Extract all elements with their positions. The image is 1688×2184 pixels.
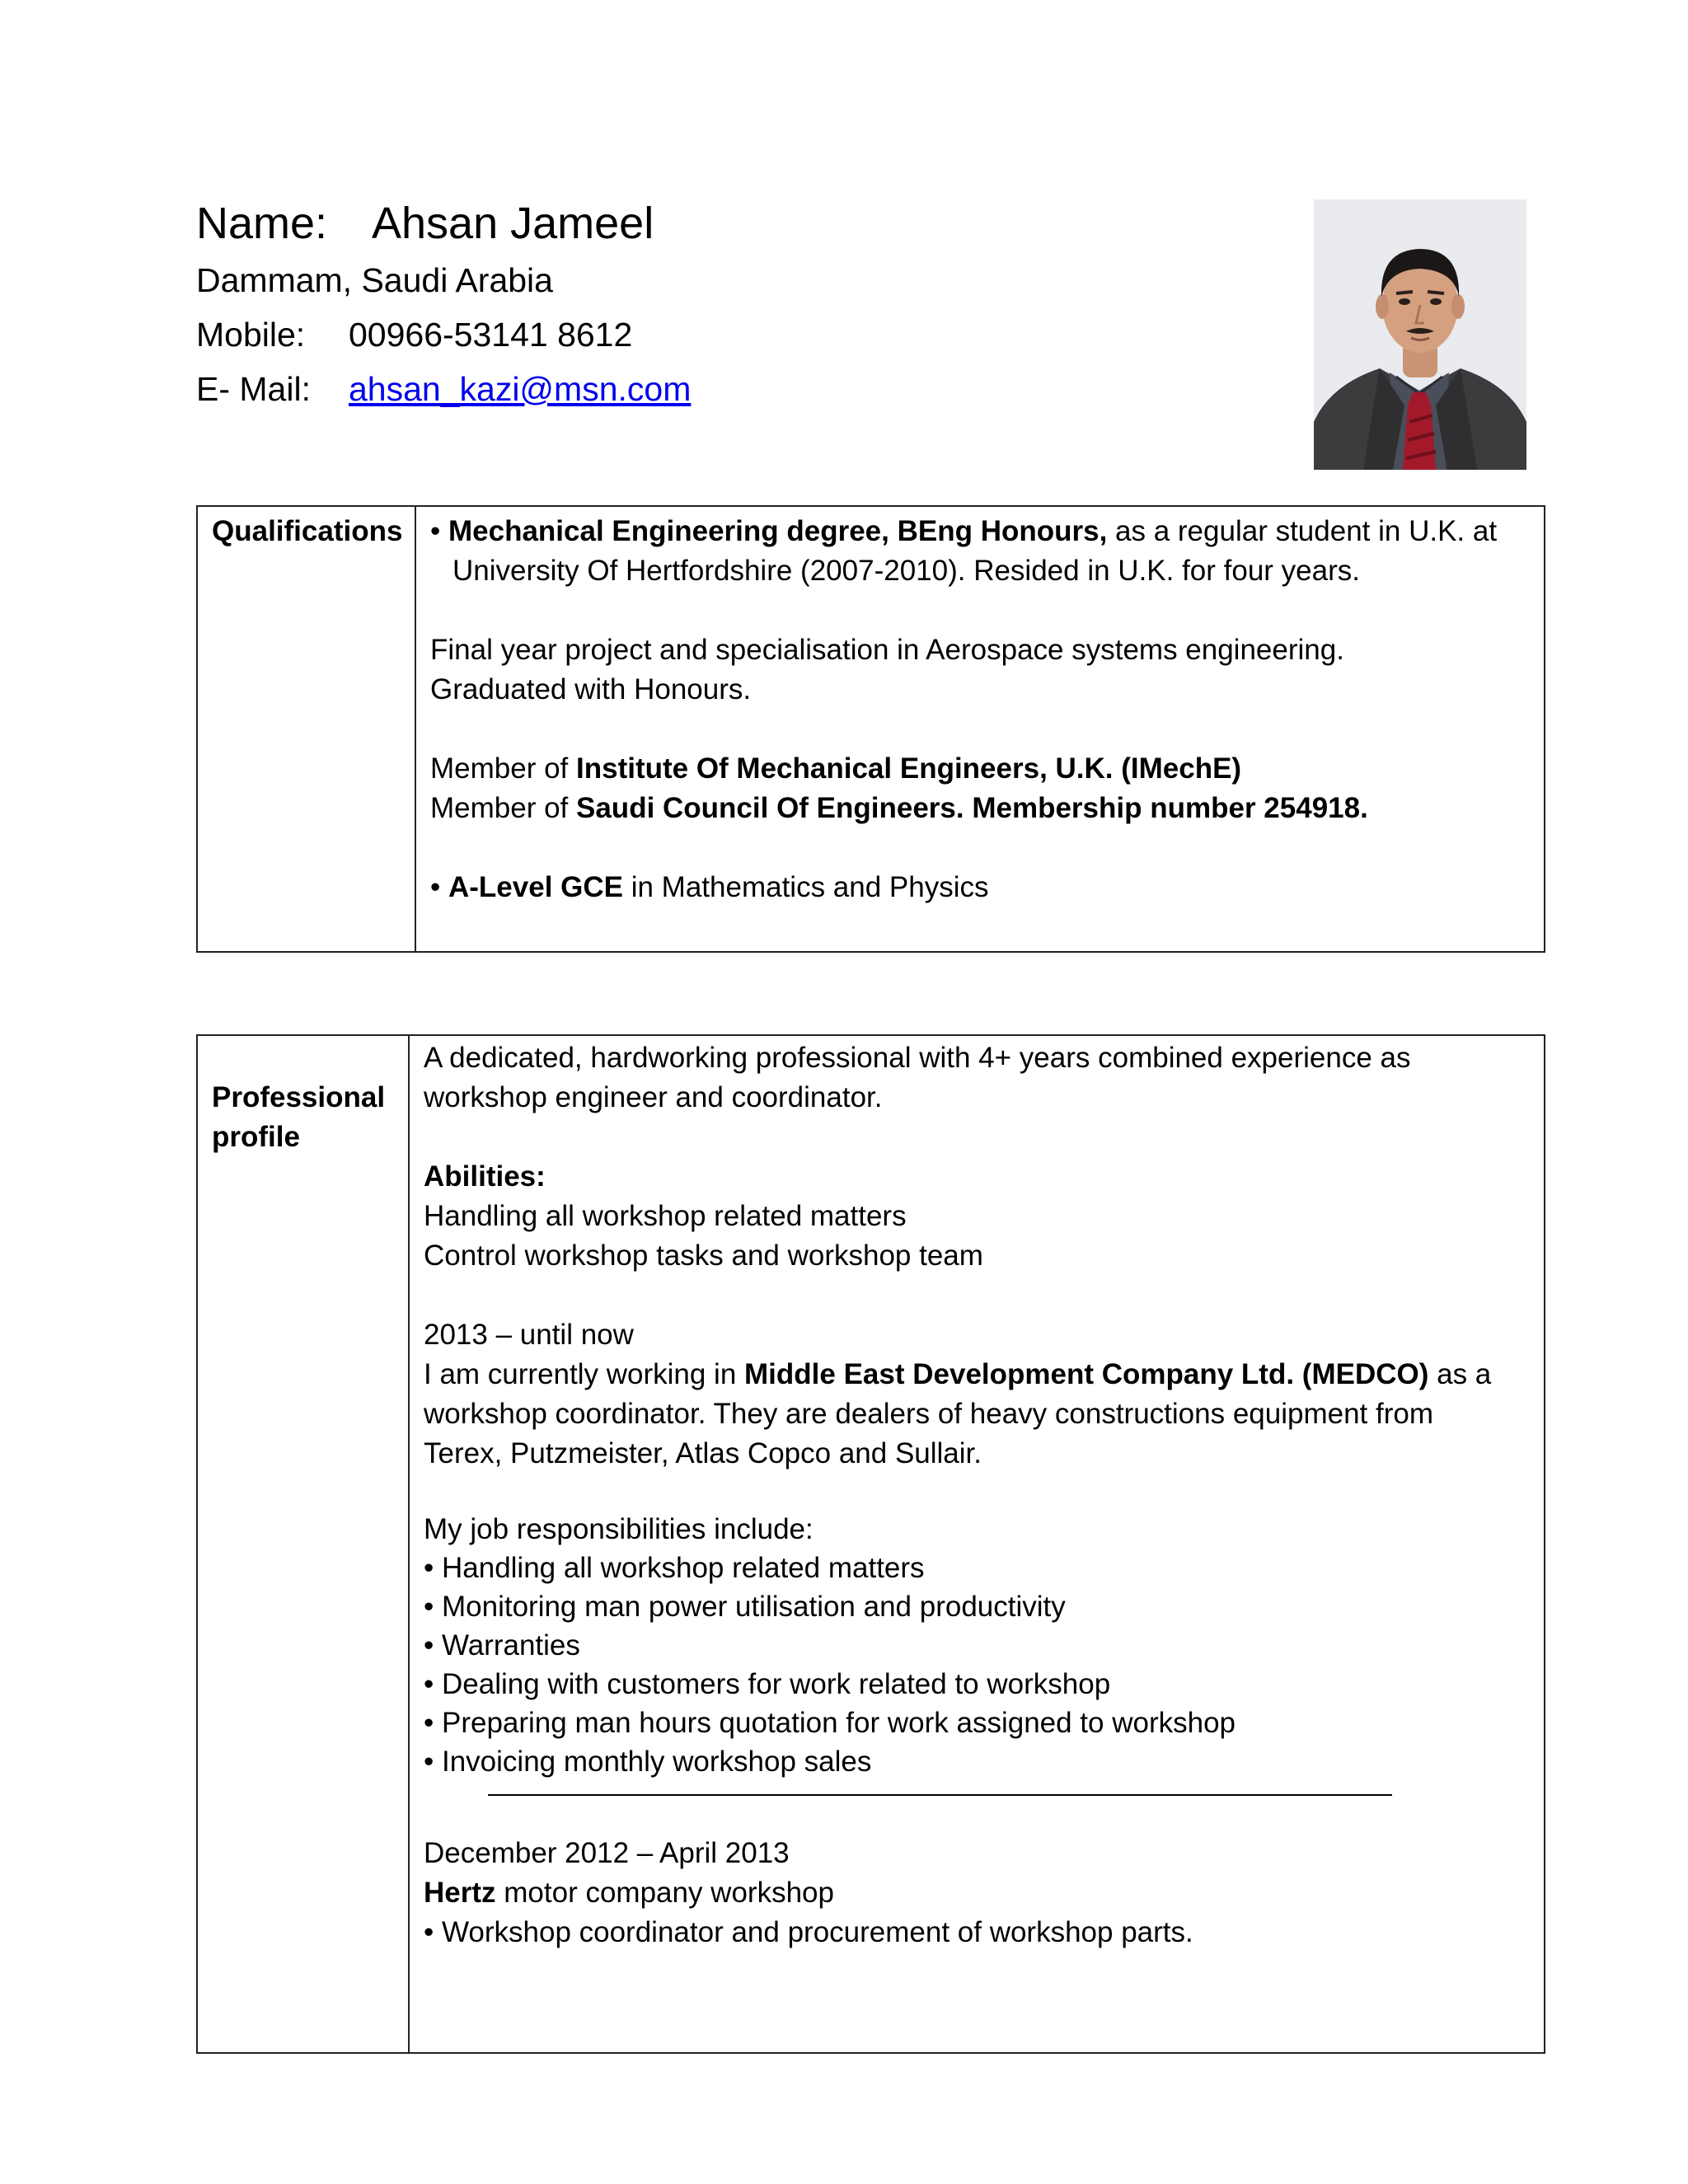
job2-bullet: • Workshop coordinator and procurement of workshop parts. — [424, 1916, 1193, 1948]
member-sce-name: Saudi Council Of Engineers. Membership number 254918. — [576, 792, 1368, 824]
name-value: Ahsan Jameel — [372, 199, 654, 248]
mobile-line — [196, 307, 1268, 362]
email-line — [196, 362, 1268, 416]
degree-title: Mechanical Engineering degree, BEng Honours, — [448, 515, 1108, 547]
responsibility-text: Preparing man hours quotation for work assigned to workshop — [441, 1707, 1236, 1739]
email-label: E- Mail: — [196, 370, 311, 408]
degree-detail: as a regular student in U.K. at — [1107, 515, 1498, 547]
section-divider — [488, 1794, 1392, 1796]
project-line: Final year project and specialisation in Aerospace systems engineering. — [430, 634, 1344, 666]
job1-line1 — [424, 1355, 1527, 1394]
job2-rest: motor company workshop — [495, 1877, 834, 1909]
qualification-degree: • Mechanical Engineering degree, BEng Honours, as a regular student in U.K. at — [430, 515, 1498, 547]
name-label: Name: — [196, 199, 328, 248]
job1-period: 2013 – until now — [424, 1319, 634, 1351]
responsibility-item: • Preparing man hours quotation for work assigned to workshop — [424, 1707, 1236, 1739]
mobile-label: Mobile: — [196, 316, 306, 354]
ability-item: Handling all workshop related matters — [424, 1200, 907, 1232]
mobile-value: 00966-53141 8612 — [349, 316, 633, 354]
job1-suffix: as a — [1428, 1358, 1492, 1390]
profile-label-line2: profile — [212, 1121, 300, 1153]
job2-bullet-text: Workshop coordinator and procurement of workshop parts. — [441, 1916, 1193, 1948]
responsibilities-heading: My job responsibilities include: — [424, 1513, 814, 1545]
membership-imeche — [430, 749, 1527, 789]
intro-line2: workshop engineer and coordinator. — [424, 1081, 883, 1113]
job2-company: Hertz — [424, 1877, 496, 1909]
responsibility-item: • Handling all workshop related matters — [424, 1552, 925, 1584]
job2-line1 — [424, 1873, 1527, 1913]
intro-line1: A dedicated, hardworking professional with 4+ years combined experience as — [424, 1042, 1411, 1074]
ability-item: Control workshop tasks and workshop team — [424, 1240, 983, 1272]
membership-sce — [430, 789, 1527, 828]
responsibility-text: Invoicing monthly workshop sales — [441, 1746, 872, 1778]
degree-university: University Of Hertfordshire (2007-2010). Resided in U.K. for four years. — [452, 555, 1360, 587]
member-imeche-name: Institute Of Mechanical Engineers, U.K. (IMechE) — [576, 752, 1242, 785]
qualifications-content — [416, 507, 1544, 951]
profile-table — [196, 1034, 1545, 2054]
abilities-heading: Abilities: — [424, 1160, 546, 1193]
responsibility-text: Handling all workshop related matters — [441, 1552, 925, 1584]
alevel-subjects: in Mathematics and Physics — [622, 871, 989, 903]
responsibility-item: • Warranties — [424, 1629, 580, 1661]
responsibility-text: Warranties — [441, 1629, 580, 1661]
profile-photo — [1314, 199, 1526, 470]
name-line — [196, 194, 1268, 253]
member-prefix: Member of — [430, 752, 576, 785]
member-prefix: Member of — [430, 792, 576, 824]
responsibility-item: • Invoicing monthly workshop sales — [424, 1746, 872, 1778]
job1-prefix: I am currently working in — [424, 1358, 745, 1390]
alevel-title: A-Level GCE — [448, 871, 623, 903]
job2-period: December 2012 – April 2013 — [424, 1837, 790, 1869]
location: Dammam, Saudi Arabia — [196, 261, 553, 299]
responsibility-item: • Dealing with customers for work related to workshop — [424, 1668, 1111, 1700]
responsibility-text: Dealing with customers for work related to workshop — [441, 1668, 1111, 1700]
contact-header — [196, 194, 1268, 416]
honours-line: Graduated with Honours. — [430, 673, 752, 705]
responsibility-text: Monitoring man power utilisation and productivity — [441, 1591, 1066, 1623]
job1-company: Middle East Development Company Ltd. (MEDCO) — [744, 1358, 1429, 1390]
qualifications-table — [196, 505, 1545, 953]
profile-content — [410, 1036, 1544, 2052]
responsibility-item: • Monitoring man power utilisation and productivity — [424, 1591, 1066, 1623]
profile-label-line1: Professional — [212, 1081, 386, 1113]
job1-line3: Terex, Putzmeister, Atlas Copco and Sullair. — [424, 1437, 982, 1469]
qualification-alevel: • A-Level GCE in Mathematics and Physics — [430, 871, 989, 903]
job1-line2: workshop coordinator. They are dealers of heavy constructions equipment from — [424, 1398, 1433, 1430]
email-link[interactable]: ahsan_kazi@msn.com — [349, 370, 692, 408]
qualifications-label: Qualifications — [198, 507, 416, 951]
profile-label — [198, 1036, 410, 2052]
portrait-illustration — [1314, 199, 1526, 470]
